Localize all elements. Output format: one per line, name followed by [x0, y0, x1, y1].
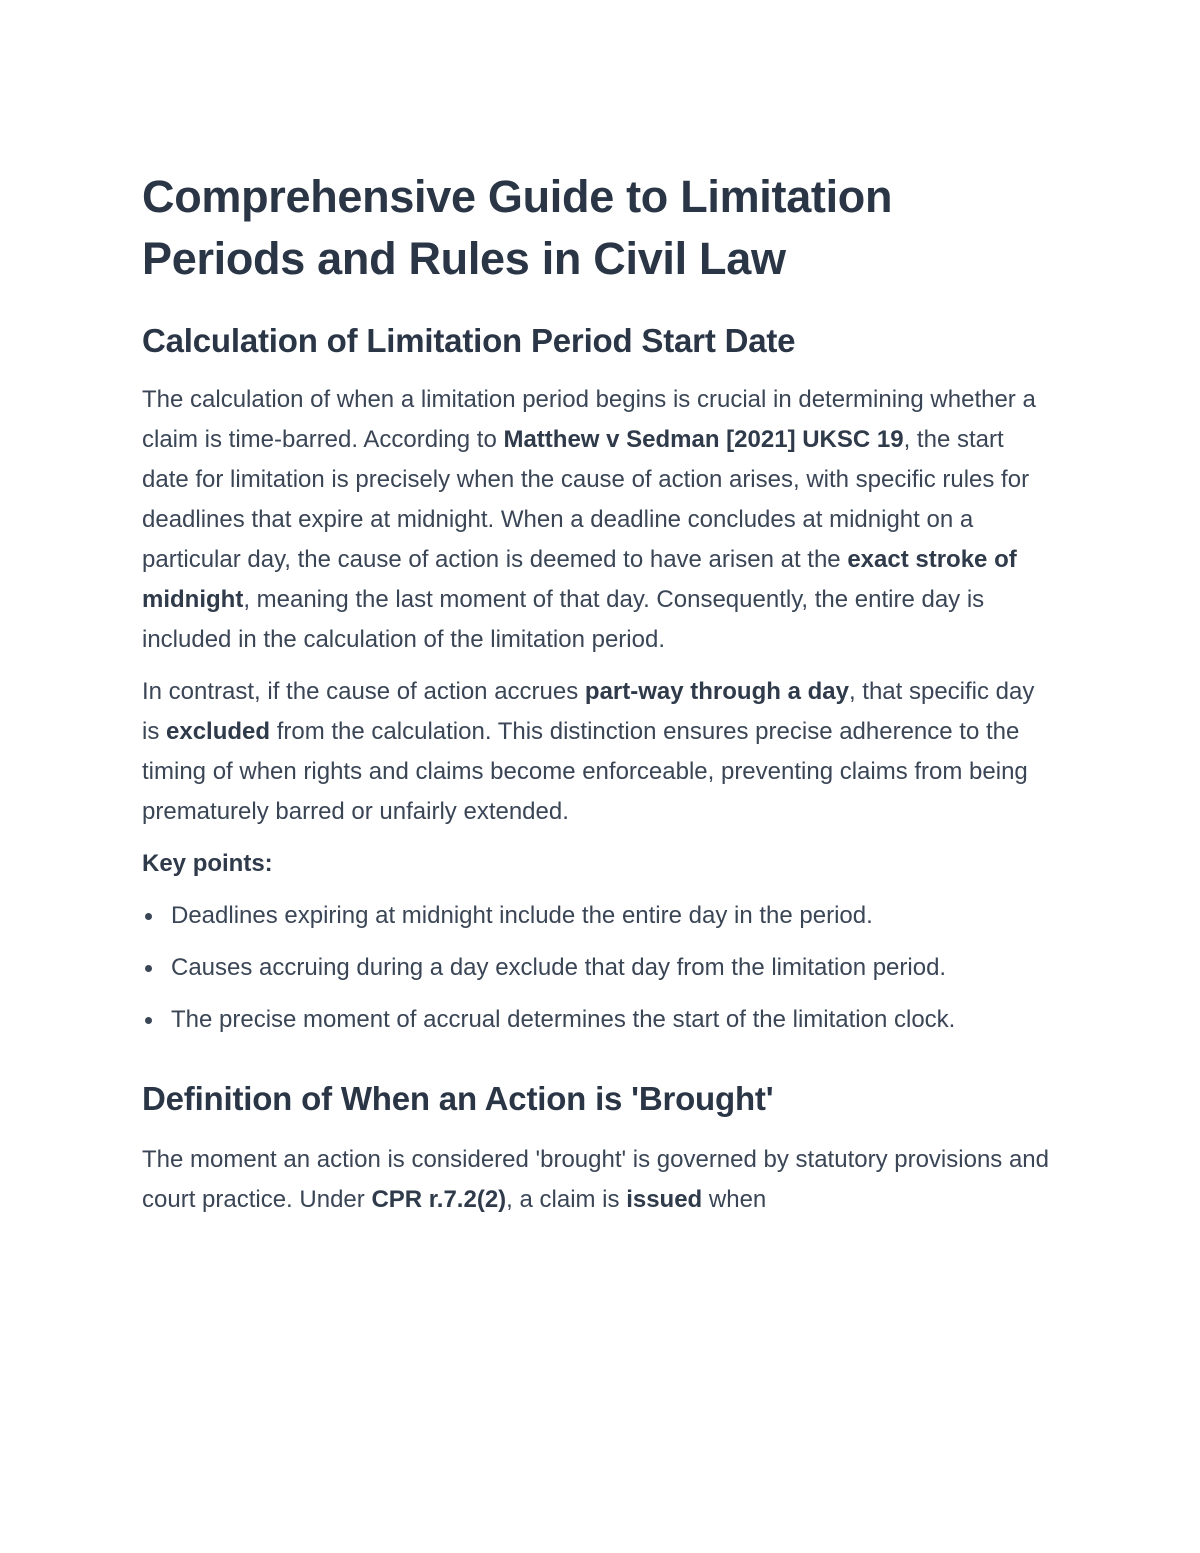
text-run: , the start date for limitation is precisely when the cause of action arises, with specific rules for deadlines that expire at midnight. When a deadline concludes at midnight on a particular day, the cause of action is deemed to have arisen at the	[142, 426, 1030, 573]
section-heading-action-brought: Definition of When an Action is 'Brought'	[142, 1080, 774, 1117]
list-item	[142, 896, 1052, 936]
key-points-list	[142, 896, 1052, 1040]
rule-citation: CPR r.7.2(2)	[371, 1186, 507, 1213]
paragraph-midnight-rule	[142, 380, 1052, 660]
text-run: The calculation of when a limitation period begins is crucial in determining whether a claim is time-barred. According to	[142, 386, 1036, 453]
emphasis-partway: part-way through a day	[584, 678, 849, 705]
text-run: , that specific day is	[142, 678, 1035, 745]
list-item	[142, 948, 1052, 988]
text-run: The moment an action is considered 'brought' is governed by statutory provisions and court practice. Under	[142, 1146, 1049, 1213]
document-page	[142, 166, 1052, 1220]
list-item-text: Causes accruing during a day exclude that day from the limitation period.	[171, 954, 947, 981]
text-run: , meaning the last moment of that day. Consequently, the entire day is included in the calculation of the limitation period.	[142, 586, 985, 653]
emphasis-excluded: excluded	[166, 718, 271, 745]
text-run: In contrast, if the cause of action accrues	[142, 678, 585, 705]
case-citation: Matthew v Sedman [2021] UKSC 19	[503, 426, 904, 453]
list-item-text: Deadlines expiring at midnight include the entire day in the period.	[171, 902, 873, 929]
section-heading-start-date: Calculation of Limitation Period Start Date	[142, 322, 796, 359]
bullet-icon	[145, 913, 152, 920]
list-item	[142, 1000, 1052, 1040]
bullet-icon	[145, 965, 152, 972]
key-points-label	[142, 844, 1052, 884]
document-title: Comprehensive Guide to Limitation Periods and Rules in Civil Law	[142, 171, 893, 284]
list-item-text: The precise moment of accrual determines the start of the limitation clock.	[171, 1006, 956, 1033]
bullet-icon	[145, 1017, 152, 1024]
key-points-text: Key points:	[142, 850, 273, 877]
paragraph-partway-rule	[142, 672, 1052, 832]
emphasis-issued: issued	[626, 1186, 703, 1213]
text-run: , a claim is	[506, 1186, 627, 1213]
paragraph-action-brought	[142, 1140, 1052, 1220]
emphasis-midnight: exact stroke of midnight	[142, 546, 1017, 613]
text-run: from the calculation. This distinction ensures precise adherence to the timing of when rights and claims become enforceable, preventing claims from being prematurely barred or unfairly extended.	[142, 718, 1028, 825]
text-run: when	[702, 1186, 767, 1213]
